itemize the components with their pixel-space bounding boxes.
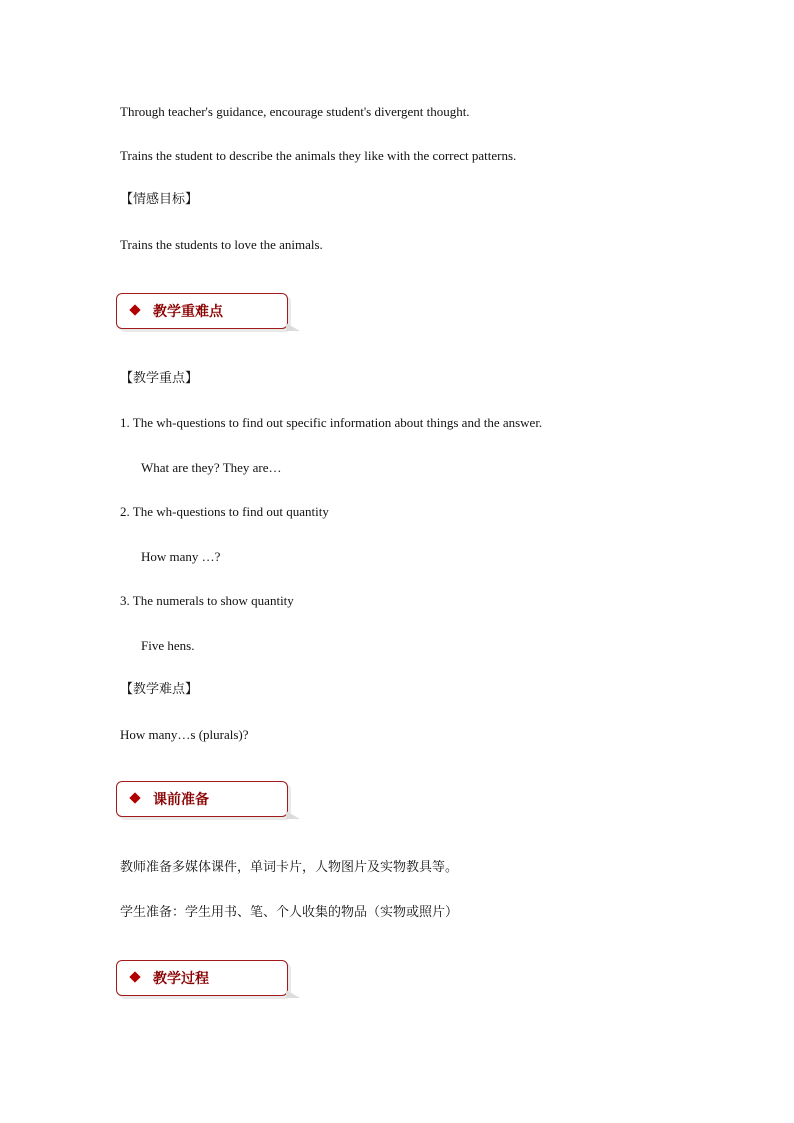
difficult-points-heading: 【教学难点】 [120,682,199,697]
key-points-heading: 【教学重点】 [120,371,199,386]
section-header-process [116,960,288,996]
key-point-1: 1. The wh-questions to find out specific information about things and the answer. [120,415,543,430]
key-point-3-example: Five hens. [141,638,195,653]
teacher-preparation: 教师准备多媒体课件，单词卡片，人物图片及实物教具等。 [120,860,459,875]
key-point-3: 3. The numerals to show quantity [120,593,294,608]
section-header-key-difficult [116,293,288,329]
section-title: 教学重难点 [153,304,223,320]
key-point-1-example: What are they? They are… [141,460,282,475]
section-header-preparation [116,781,288,817]
emotion-goal-heading: 【情感目标】 [120,192,199,207]
diamond-bullet-icon [129,792,140,803]
section-title: 课前准备 [153,792,209,808]
section-shadow-tail [286,323,300,331]
student-preparation: 学生准备：学生用书、笔、个人收集的物品（实物或照片） [120,905,459,920]
key-point-2-example: How many …? [141,549,221,564]
difficult-point-text: How many…s (plurals)? [120,727,249,742]
diamond-bullet-icon [129,971,140,982]
diamond-bullet-icon [129,304,140,315]
section-title: 教学过程 [153,971,209,987]
section-shadow-tail [286,990,300,998]
goal-line-describe-animals: Trains the student to describe the animals they like with the correct patterns. [120,148,517,163]
goal-line-divergent-thought: Through teacher's guidance, encourage student's divergent thought. [120,104,470,119]
section-shadow-tail [286,811,300,819]
key-point-2: 2. The wh-questions to find out quantity [120,504,329,519]
goal-line-love-animals: Trains the students to love the animals. [120,237,323,252]
